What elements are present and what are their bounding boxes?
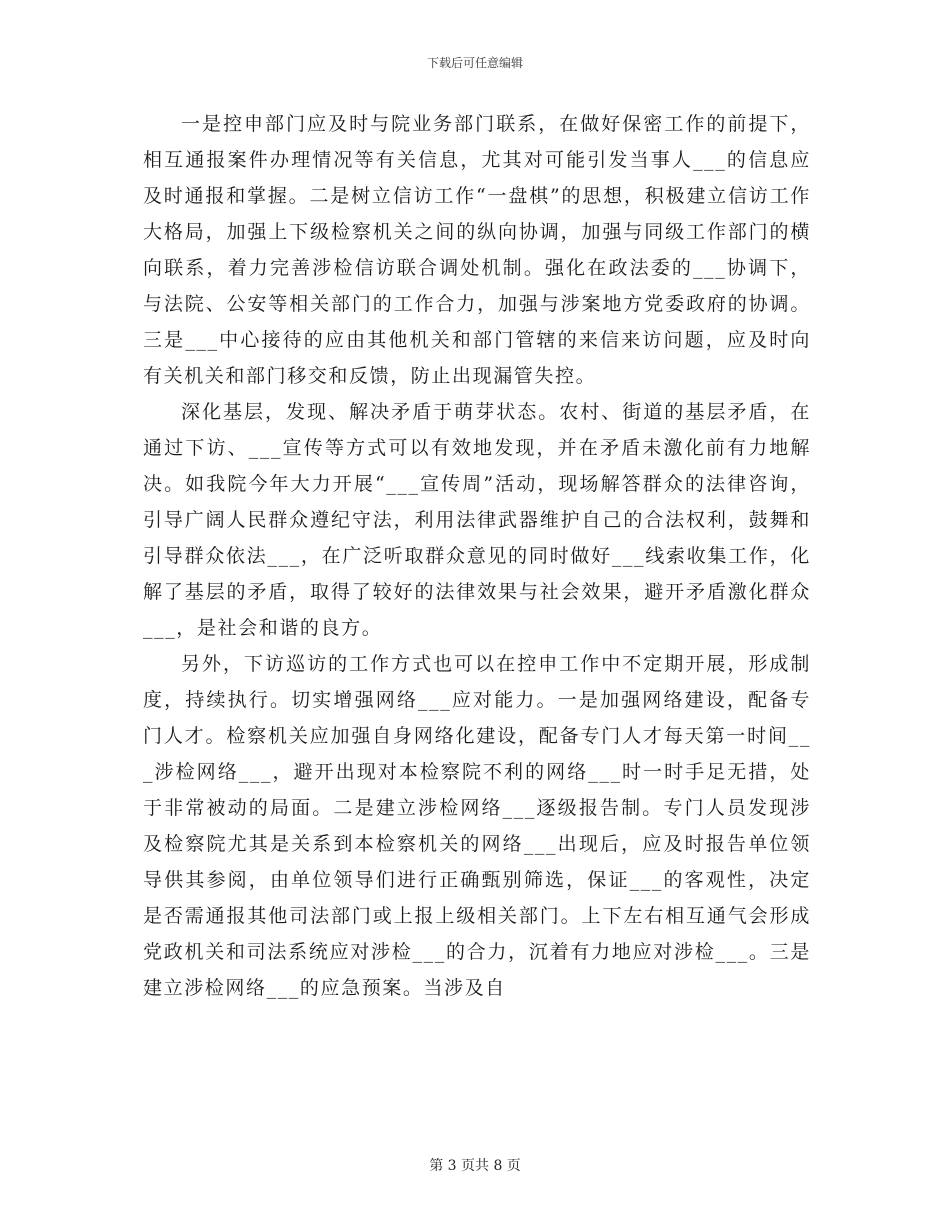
page-header: 下载后可任意编辑 [426, 56, 523, 70]
paragraph-1: 一是控申部门应及时与院业务部门联系，在做好保密工作的前提下，相互通报案件办理情况等有关信息，尤其对可能引发当事人___的信息应及时通报和掌握。二是树立信访工作“一盘棋”的思想，积极建立信访工作大格局，加强上下级检察机关之间的纵向协调，加强与同级工作部门的横向联系，着力完善涉检信访联合调处机制。强化在政法委的___协调下，与法院、公安等相关部门的工作合力，加强与涉案地方党委政府的协调。三是___中心接待的应由其他机关和部门管辖的来信来访问题，应及时向有关机关和部门移交和反馈，防止出现漏管失控。 [143, 113, 811, 387]
document-body [143, 106, 811, 1006]
paragraph-2: 深化基层，发现、解决矛盾于萌芽状态。农村、街道的基层矛盾，在通过下访、___宣传等方式可以有效地发现，并在矛盾未激化前有力地解决。如我院今年大力开展“___宣传周”活动，现场解答群众的法律咨询，引导广阔人民群众遵纪守法，利用法律武器维护自己的合法权利，鼓舞和引导群众依法___，在广泛听取群众意见的同时做好___线索收集工作，化解了基层的矛盾，取得了较好的法律效果与社会效果，避开矛盾激化群众___，是社会和谐的良方。 [143, 401, 811, 639]
paragraph-3: 另外，下访巡访的工作方式也可以在控申工作中不定期开展，形成制度，持续执行。切实增强网络___应对能力。一是加强网络建设，配备专门人才。检察机关应加强自身网络化建设，配备专门人才每天第一时间___涉检网络___，避开出现对本检察院不利的网络___时一时手足无措，处于非常被动的局面。二是建立涉检网络___逐级报告制。专门人员发现涉及检察院尤其是关系到本检察机关的网络___出现后，应及时报告单位领导供其参阅，由单位领导们进行正确甄别筛选，保证___的客观性，决定是否需通报其他司法部门或上报上级相关部门。上下左右相互通气会形成党政机关和司法系统应对涉检___的合力，沉着有力地应对涉检___。三是建立涉检网络___的应急预案。当涉及自 [143, 653, 811, 999]
page-footer: 第 3 页共 8 页 [429, 1158, 521, 1174]
